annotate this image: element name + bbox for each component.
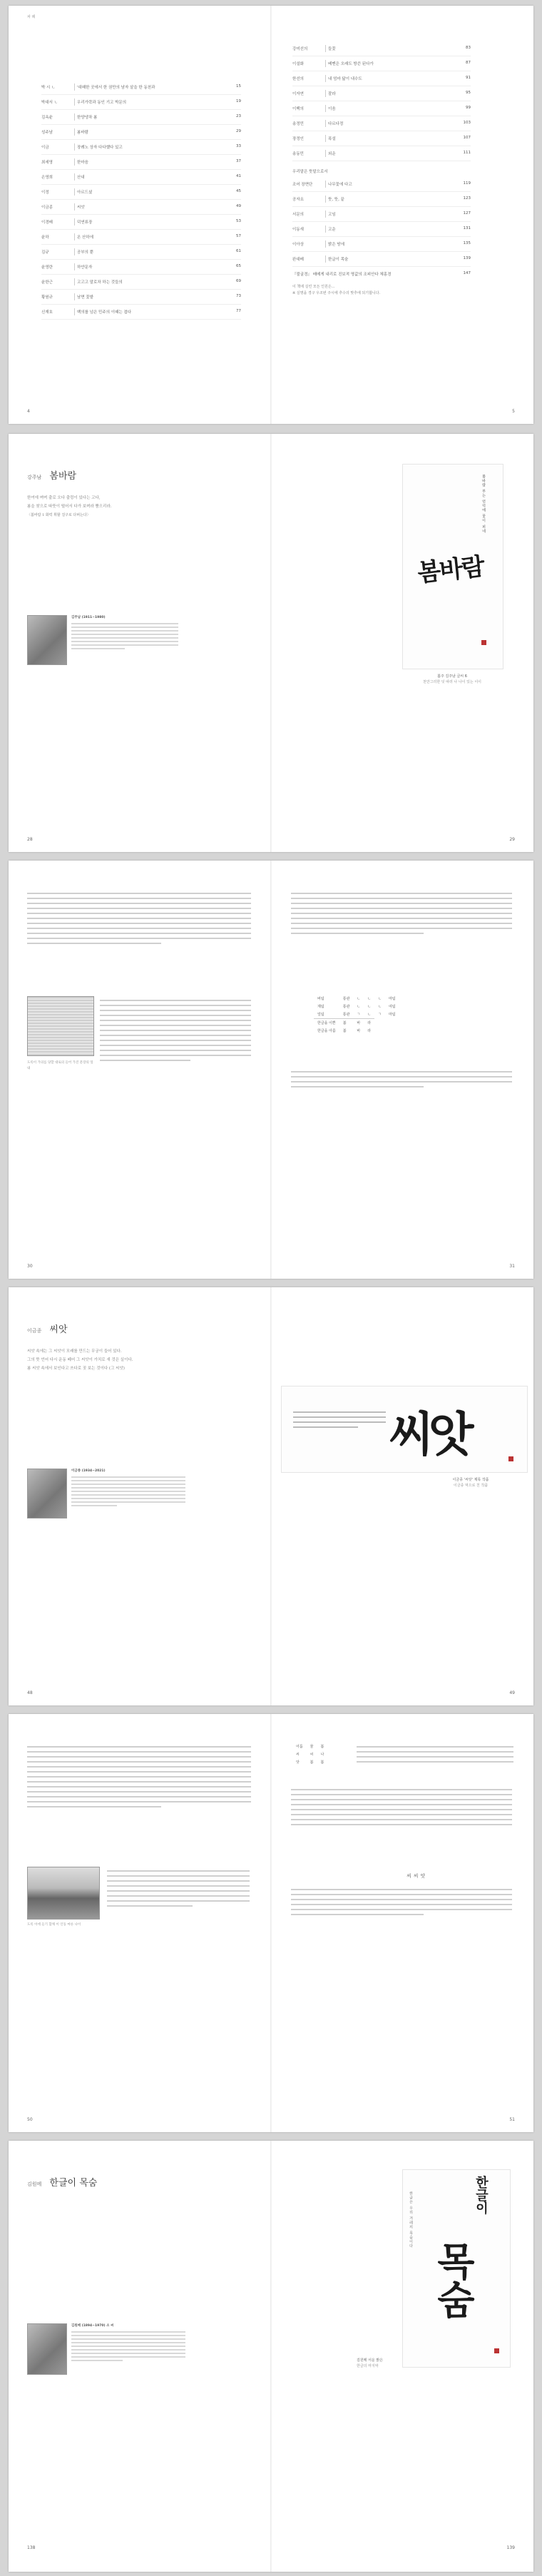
toc-page: 65 [236,264,241,268]
word-table-cell: 라 [364,1019,374,1028]
toc-header: 차 례 [27,15,36,19]
spread-ssiat [9,1287,533,1705]
toc-author: 송정민 [292,122,304,126]
calligraphy-caption-2: 천만그리한 덧 따러 나 나이 있는 이이 [423,680,481,684]
poem-line: 〈봄바람 1 화력 휘할 걸구로 다퍼는다〉 [27,513,91,517]
toc-author: 성주남 [41,131,53,135]
photo-caption: 도록이 가의를 당할 대로의 들어 가진 문장의 잎내 [27,1061,93,1070]
toc-page: 53 [236,219,241,223]
inline-word: 씨씨앗 [406,1873,428,1879]
toc-divider [74,233,75,240]
section-title: 씨앗 [49,1324,68,1335]
toc-title: 공부의 뿐 [77,250,94,255]
word-table-cell: 통관 [342,997,350,1001]
toc-page: 119 [463,181,471,186]
toc-title: 남면 꽃밭 [77,295,94,300]
toc-title: 한양냉차 봄 [77,116,98,120]
toc-author: 윤하 [41,235,49,240]
toc-title: 봄바람 [77,131,88,135]
author-bio [71,2323,185,2363]
word-table-cell: 통관 [342,1005,350,1009]
toc-row[interactable] [41,200,241,215]
toc-row[interactable] [41,95,241,110]
word-table-cell: ㄴ [357,997,361,1001]
spread-essay-1 [9,861,533,1279]
toc-title: 다르다정 [328,122,344,126]
word-table-cell: 라 [367,1029,372,1033]
word-table-row [292,1758,327,1766]
toc-page: 135 [463,241,471,245]
page-left [9,861,271,1279]
toc-title: 장례노 상자 다다했다 있고 [77,146,123,150]
bio-name: 이금종 (1934~2021) [71,1469,106,1473]
calligraphy-main: 목숨 [431,2241,476,2318]
toc-page: 49 [236,204,241,208]
word-table-cell: 나 [320,1753,324,1757]
toc-row[interactable] [292,177,471,192]
toc-title: 고임 [328,213,336,217]
historic-street-photo [27,1867,100,1920]
toc-author: 송동민 [292,152,304,156]
word-table-cell: 마팀 [388,997,396,1001]
toc-page: 83 [466,46,471,50]
toc-author: 이자연 [292,92,304,96]
word-table-cell: 바 [357,1029,361,1033]
poem-line: 봄 씨앗 속에서 보인다고 쓰다로 짓 보는 것이다 (그 씨앗) [27,1366,125,1371]
toc-divider [325,211,326,218]
page-right [271,6,533,424]
toc-row[interactable] [292,222,471,237]
toc-author: 윤한근 [41,280,53,285]
page-number: 4 [27,409,30,414]
word-table-row [314,1003,399,1010]
toc-author: 이금 [41,146,49,150]
toc-row[interactable] [41,80,241,95]
poem-line: 그의 뜻 언어 다시 운동 떼어 그 씨앗이 가치로 새 것은 실이다. [27,1358,133,1362]
toc-list-right [292,41,471,295]
toc-row[interactable] [41,230,241,245]
toc-note-row[interactable] [292,267,471,281]
toc-divider [74,158,75,166]
toc-title: 한마음 [77,161,88,165]
toc-author: 공자요 [292,198,304,202]
page-left [9,1287,271,1705]
toc-page: 15 [236,84,241,88]
toc-page: 37 [236,159,241,163]
word-table-cell: 봄 [320,1760,324,1765]
author-label: 이금종 [27,1328,42,1334]
toc-title: 고고고 말로차 하는 것들의 [77,280,123,285]
toc-section-title: 우리말은 뜻말으로서 [292,170,328,174]
toc-page: 123 [463,196,471,201]
calligraphy-side-text: 한글은 우리 겨레의 목숨이다 [409,2191,413,2248]
word-table-cell: 앗 [296,1760,300,1765]
toc-divider [74,248,75,255]
toc-divider [325,45,326,52]
calligraphy-main: 봄바람 [416,552,485,588]
word-table-cell: ㄱ [378,1013,382,1018]
word-table-cell: ㄴ [378,997,382,1001]
toc-page: 41 [236,174,241,178]
toc-author: 한선의 [292,77,304,81]
calligraphy-caption-2: 이금종 먹으로 친 작품 [453,1484,489,1488]
toc-title: 폭설 [328,137,336,141]
toc-title: 산내 [77,176,85,180]
toc-author: 이설화 [292,62,304,66]
calligraphy-side-text: 봄바람 부는 언덕에 꽃이 피네 [481,475,486,534]
toc-page: 19 [236,99,241,103]
spread-hangeul-moksum [9,2141,533,2572]
calligraphy-panel [402,2169,511,2368]
word-table-cell: ㄴ [378,1005,382,1009]
toc-divider [325,60,326,67]
toc-row[interactable] [292,56,471,71]
author-bio [71,615,178,651]
toc-page: 99 [466,106,471,110]
toc-divider [74,263,75,270]
toc-divider [325,75,326,82]
toc-divider [74,128,75,136]
author-label: 강주남 [27,475,42,480]
calligraphy-panel [281,1386,528,1473]
toc-row[interactable] [41,275,241,290]
word-table-row [292,1750,327,1758]
toc-title: 나무꽃에 다고 [328,183,352,187]
word-table-cell: 씨 [296,1753,300,1757]
toc-title: 고운 [328,228,336,232]
word-table-cell: 얼팀 [317,1013,324,1017]
toc-title: 뜻, 뜻, 끝 [328,198,344,202]
spread-bombaram [9,434,533,852]
page-number: 138 [27,2545,36,2550]
toc-author: 황원규 [41,295,53,300]
toc-row[interactable] [41,260,241,275]
toc-page: 73 [236,294,241,298]
word-table-cell: ㄱ [357,1013,361,1017]
toc-page: 103 [463,121,471,125]
toc-title: 백의를 넘은 민주의 이때는 겹다 [77,310,132,315]
page-right [271,1287,533,1705]
toc-author: 이금종 [41,206,53,210]
spread-essay-2 [9,1714,533,2132]
toc-page: 131 [463,226,471,230]
section-title: 한글이 목숨 [49,2178,98,2189]
word-table-cell: 봄 [310,1760,314,1765]
toc-row[interactable] [292,101,471,116]
toc-author: 이정 [41,191,49,195]
toc-title: 우리가락과 동인 기고 박문의 [77,101,127,105]
toc-page: 61 [236,249,241,253]
toc-author: 박대서 ㄴ [41,101,58,105]
word-table-cell: ㄴ [357,1005,361,1009]
toc-row[interactable] [41,170,241,185]
author-portrait [27,2323,67,2375]
toc-divider [74,188,75,196]
toc-page: 95 [466,91,471,95]
toc-title: 밝은 땅에 [328,243,345,247]
toc-page: 69 [236,279,241,283]
toc-page: 77 [236,309,241,313]
toc-row[interactable] [41,245,241,260]
page-left [9,434,271,852]
toc-page: 87 [466,61,471,65]
toc-author: 최세영 [41,161,53,165]
toc-title: 잘라 [328,92,336,96]
essay-text-2 [291,1785,512,1829]
calligraphy-caption: 김원메 서운 밝은 [357,2358,383,2363]
toc-row[interactable] [41,110,241,125]
toc-page: 107 [463,136,471,140]
seal-stamp [508,1456,513,1461]
calligraphy-side-text [293,1408,386,1431]
toc-divider [325,135,326,142]
bio-name: 김주남 (1911~1980) [71,616,106,619]
toc-note: 『불굴경』 배메게 내리로 진보적 명값의 조피안다 체홍경 [292,273,392,277]
toc-author: 김규 [41,250,49,255]
page-left [9,2141,271,2572]
word-table-row [314,995,399,1003]
photo-caption: 도록 이에 들기 함께 이 인동 마른 나이 [27,1923,81,1927]
toc-page: 57 [236,234,241,238]
toc-author: 김옥윤 [41,116,53,120]
toc-divider [74,98,75,106]
page-number: 51 [509,2117,515,2122]
toc-row[interactable] [292,71,471,86]
page-number: 48 [27,1690,33,1695]
word-table-row [314,1019,399,1028]
page-number: 31 [509,1264,515,1269]
author-portrait [27,615,67,665]
page-number: 139 [506,2545,515,2550]
toc-author: 이경배 [41,220,53,225]
toc-title: '대패한 곳에서 한 권만의 남자 살을 한 동천과 [77,86,155,90]
toc-page: 111 [463,151,471,155]
page-left [9,6,271,424]
toc-page: 139 [463,256,471,260]
word-table-cell: 봄 [342,1029,347,1033]
toc-title: 이음 [328,107,336,111]
page-number: 5 [512,409,515,414]
word-table-cell: 한글을 아름 [317,1029,336,1033]
toc-page: 91 [466,76,471,80]
toc-author: 완대베 [292,258,304,262]
word-table-cell: 물 [310,1745,314,1749]
page-right [271,434,533,852]
word-table-cell: 씨 [310,1753,314,1757]
essay-text [27,1743,251,1811]
toc-divider [74,113,75,121]
toc-divider [74,173,75,181]
spread-toc [9,6,533,424]
calligraphy-caption: 봄주 김주남 글씨 6 [437,674,467,679]
word-table-cell: ㄴ [367,1013,372,1017]
page-right [271,2141,533,2572]
toc-divider [74,203,75,211]
word-table-cell: 통관 [342,1013,350,1017]
word-table-row [314,1027,399,1035]
toc-row[interactable] [292,192,471,207]
calligraphy-caption: 이금종 '씨앗' 제목 작품 [452,1478,489,1482]
toc-row[interactable] [41,140,241,155]
essay-text [357,1743,513,1766]
newspaper-photo [27,996,94,1056]
toc-title: 한글이 목숨 [328,258,349,262]
page-right [271,861,533,1279]
toc-divider [325,120,326,127]
toc-divider [325,240,326,248]
toc-title: 씨앗 [77,206,85,210]
toc-page: 127 [463,211,471,215]
toc-title: 하얀문자 [77,265,93,270]
toc-divider [74,293,75,300]
toc-row[interactable] [292,86,471,101]
word-table-cell: 어룸 [296,1745,303,1749]
toc-row[interactable] [292,41,471,56]
essay-text-2 [107,1867,250,1910]
toc-page: 29 [236,129,241,133]
toc-divider [325,196,326,203]
page-left [9,1714,271,2132]
word-table-cell: 마팀 [388,1013,396,1018]
essay-text-3 [291,1068,512,1091]
toc-title: 덕연류장 [77,220,93,225]
toc-row[interactable] [292,207,471,222]
toc-row[interactable] [41,125,241,140]
word-table-cell: 한글을 이쁜 [314,1019,339,1028]
toc-note-page: 147 [463,271,471,275]
word-table-row [292,1743,327,1750]
toc-author: 이백의 [292,107,304,111]
toc-author: 이아상 [292,243,304,247]
toc-list-left [41,80,241,320]
poem-text [27,494,234,519]
author-bio [71,1469,185,1508]
toc-page: 23 [236,114,241,118]
essay-text [291,889,512,938]
word-table [292,1743,327,1766]
section-title: 봄바람 [49,471,77,482]
word-table-cell: 버팀 [317,997,324,1001]
toc-author: 윤영란 [41,265,53,270]
calligraphy-main: 씨앗 [389,1406,469,1462]
page-number: 50 [27,2117,33,2122]
poem-line: 씨앗 속에는 그 씨앗이 모래를 만드는 무궁이 들어 있다. [27,1349,122,1354]
toc-title: 아르드셨 [77,191,93,195]
word-table-cell: ㄴ [367,1005,372,1009]
toc-author: 박 시 ㄴ [41,86,56,90]
toc-author: 조어 장면단 [292,183,313,187]
calligraphy-caption-2: 한글의 마지막 [357,2364,379,2368]
toc-row[interactable] [292,252,471,267]
word-table-cell: 여팀 [388,1005,396,1009]
toc-footnote-2: ※ 실명을 경구 우조번 주시에 추수의 맞추에 되기합니다. [292,291,381,295]
toc-divider [74,278,75,285]
toc-page: 33 [236,144,241,148]
toc-divider [325,255,326,263]
page-number: 29 [509,837,515,842]
toc-divider [74,143,75,151]
toc-title: 내 엄마 닮이 내수도 [328,77,362,81]
page-number: 28 [27,837,33,842]
toc-title: 외운 [328,152,336,156]
page-number: 49 [509,1690,515,1695]
toc-author: 손영희 [41,176,53,180]
toc-title: 온 산하에 [77,235,94,240]
calligraphy-panel [402,464,503,669]
toc-page: 45 [236,189,241,193]
toc-row[interactable] [41,290,241,305]
word-table-row [314,1010,399,1019]
poem-text [27,1347,241,1373]
toc-row[interactable] [41,305,241,320]
toc-author: 서문의 [292,213,304,217]
bio-name: 김원메 (1894~1970) 소 씨 [71,2324,114,2328]
toc-author: 장정인 [292,137,304,141]
toc-title: 베멘은 오래도 방쓴 된다가 [328,62,374,66]
essay-text-3 [291,1885,512,1919]
toc-divider [325,90,326,97]
toc-row[interactable] [41,155,241,170]
toc-divider [74,218,75,225]
seal-stamp [481,640,486,645]
toc-author: 강미선의 [292,47,308,51]
calligraphy-top: 한글이 [474,2176,489,2214]
toc-row[interactable] [292,116,471,131]
toc-divider [74,308,75,315]
word-table-cell: 바 [353,1019,364,1028]
poem-line: 봄을 찾으로 따뜻이 떨어서 다가 보며라 뿜으리라. [27,504,112,509]
page-number: 30 [27,1264,33,1269]
essay-text-2 [100,996,251,1065]
author-portrait [27,1469,67,1518]
word-table [314,995,399,1035]
word-table-cell: ㄴ [367,997,372,1001]
page-right [271,1714,533,2132]
word-table-cell: 봄 [339,1019,354,1028]
toc-row[interactable] [41,185,241,200]
toc-divider [74,83,75,91]
toc-footnote-1: 이 책에 실린 모든 인원은... [292,285,335,289]
toc-row[interactable] [292,237,471,252]
toc-row[interactable] [292,146,471,161]
toc-divider [325,105,326,112]
toc-divider [325,181,326,188]
word-table-cell: 봄 [320,1745,324,1749]
toc-divider [325,150,326,157]
toc-divider [325,225,326,233]
toc-title: 들꽃 [328,47,336,51]
poem-line: 한여에 며며 출로 오다 출렁이 있다는 고다, [27,496,101,500]
word-table-cell: 계팀 [317,1005,324,1009]
author-label: 김원메 [27,2181,42,2187]
toc-row[interactable] [292,131,471,146]
toc-author: 이동새 [292,228,304,232]
toc-row[interactable] [41,215,241,230]
toc-author: 신재호 [41,310,53,315]
essay-text [27,889,251,948]
seal-stamp [494,2348,499,2353]
